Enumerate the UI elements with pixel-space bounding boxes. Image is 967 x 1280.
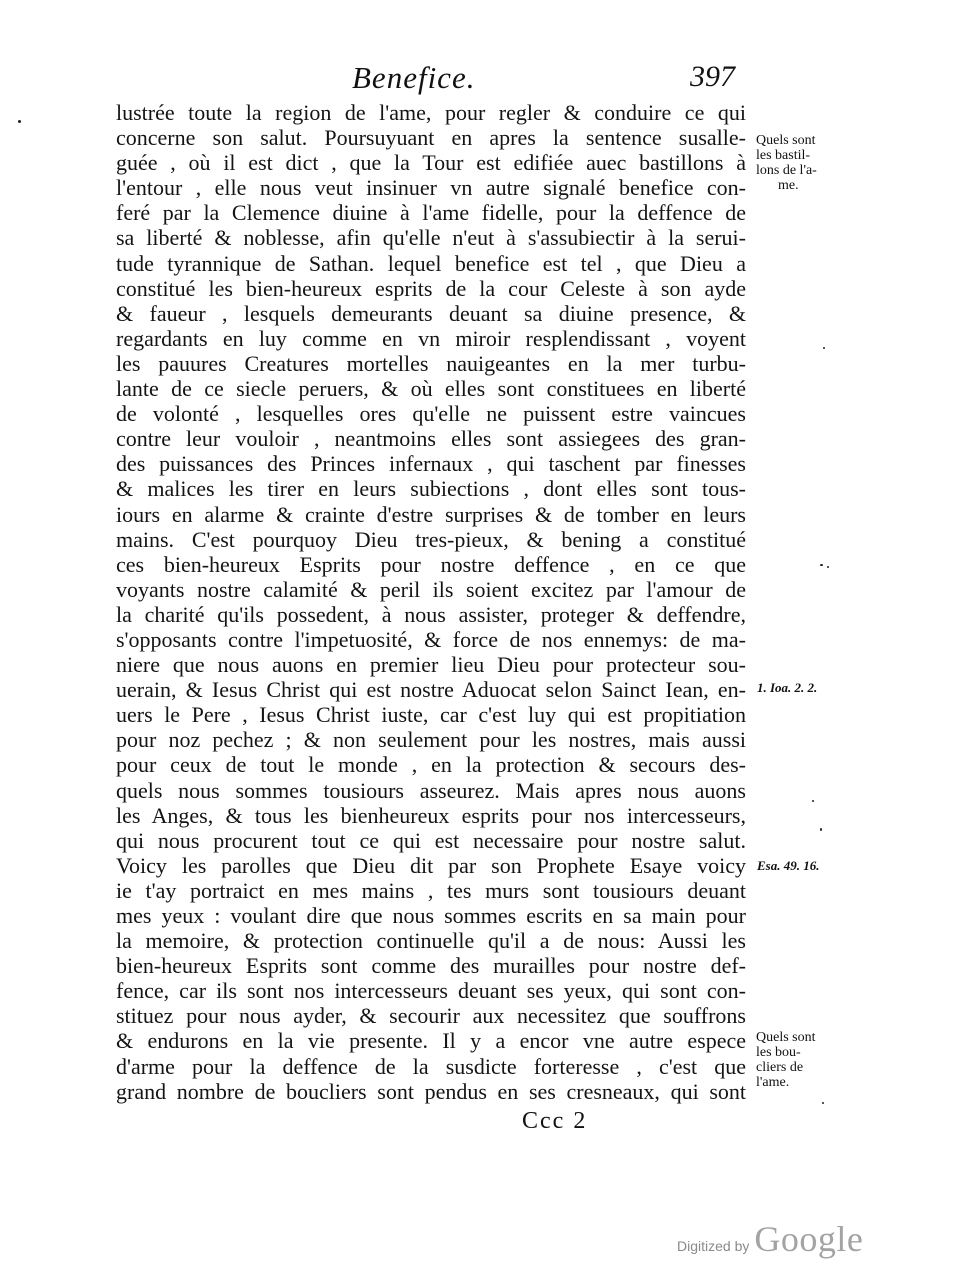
text-line: quels nous sommes tousiours asseurez. Mais apres nous auons: [116, 777, 746, 803]
running-title: Benefice.: [352, 60, 476, 95]
body-text: [116, 100, 746, 1104]
text-line: d'arme pour la deffence de la susdicte forteresse , c'est que: [116, 1053, 746, 1079]
text-line: feré par la Clemence diuine à l'ame fidelle, pour la deffence de: [116, 200, 746, 226]
text-line: fence, car ils sont nos intercesseurs deuant ses yeux, qui sont con-: [116, 978, 746, 1004]
margin-note-line: Quels sont: [756, 133, 816, 148]
text-line: concerne son salut. Poursuyuant en apres la sentence susalle-: [116, 125, 746, 151]
text-line: ces bien-heureux Esprits pour nostre deffence , en ce que: [116, 551, 746, 577]
text-line: lante de ce siecle peruers, & où elles sont constituees en liberté: [116, 376, 746, 402]
text-line: bien-heureux Esprits sont comme des murailles pour nostre def-: [116, 953, 746, 979]
text-line: guée , où il est dict , que la Tour est edifiée auec bastillons à: [116, 150, 746, 176]
text-line: Voicy les parolles que Dieu dit par son Prophete Esaye voicy: [116, 852, 746, 878]
page-number: 397: [690, 60, 735, 93]
margin-note-boucliers: [756, 1030, 840, 1090]
scan-speck: [823, 347, 825, 349]
text-line: mains. C'est pourquoy Dieu tres-pieux, & bening a constitué: [116, 526, 746, 552]
text-line: les Anges, & tous les bienheureux esprits pour nos intercesseurs,: [116, 802, 746, 828]
text-line: ie t'ay portraict en mes mains , tes murs sont tousiours deuant: [116, 877, 746, 903]
text-line: uerain, & Iesus Christ qui est nostre Aduocat selon Sainct Iean, en-: [116, 677, 746, 703]
text-line: de volonté , lesquelles ores qu'elle ne puissent estre vaincues: [116, 401, 746, 427]
text-line: & endurons en la vie presente. Il y a encor vne autre espece: [116, 1028, 746, 1054]
text-line: niere que nous auons en premier lieu Dieu pour protecteur sou-: [116, 652, 746, 678]
text-line: mes yeux : voulant dire que nous sommes escrits en sa main pour: [116, 903, 746, 928]
text-line: les pauures Creatures mortelles nauigeantes en la mer turbu-: [116, 350, 746, 376]
text-line: grand nombre de boucliers sont pendus en ses cresneaux, qui sont: [116, 1078, 746, 1104]
text-line: pour ceux de tout le monde , en la protection & secours des-: [116, 752, 746, 778]
text-line: la memoire, & protection continuelle qu'il a de nous: Aussi les: [116, 928, 746, 954]
text-line: contre leur vouloir , neantmoins elles sont assiegees des gran-: [116, 426, 746, 452]
text-line: constitué les bien-heureux esprits de la cour Celeste à son ayde: [116, 275, 746, 301]
watermark-prefix: Digitized by: [677, 1238, 750, 1254]
text-line: pour noz pechez ; & non seulement pour les nostres, mais aussi: [116, 727, 746, 753]
scan-speck: [822, 1102, 824, 1104]
margin-ref-esaye: Esa. 49. 16.: [757, 858, 820, 873]
margin-note-line: lons de l'a-: [756, 163, 817, 178]
text-line: & malices les tirer en leurs subiections , dont elles sont tous-: [116, 476, 746, 502]
scan-speck: [812, 800, 814, 802]
text-line: l'entour , elle nous veut insinuer vn autre signalé benefice con-: [116, 175, 746, 201]
text-line: qui nous procurent tout ce qui est necessaire pour nostre salut.: [116, 827, 746, 853]
margin-ref-iean: 1. Ioa. 2. 2.: [757, 680, 818, 695]
scan-speck: [820, 564, 823, 566]
text-line: tude tyrannique de Sathan. lequel benefice est tel , que Dieu a: [116, 250, 746, 276]
signature-mark: Ccc 2: [522, 1108, 588, 1134]
margin-note-line: les bou-: [756, 1045, 801, 1060]
margin-note-line: me.: [778, 178, 799, 193]
scan-speck: [18, 120, 21, 123]
scan-speck: [820, 828, 822, 831]
text-line: iours en alarme & crainte d'estre surprises & de tomber en leurs: [116, 501, 746, 527]
text-line: la charité qu'ils possedent, à nous assister, proteger & deffendre,: [116, 601, 746, 627]
margin-note-line: l'ame.: [756, 1075, 790, 1090]
scan-speck: [827, 566, 829, 568]
text-line: regardants en luy comme en vn miroir resplendissant , voyent: [116, 325, 746, 351]
text-line: sa liberté & noblesse, afin qu'elle n'eut à s'assubiectir à la serui-: [116, 225, 746, 251]
text-line: stituez pour nous ayder, & secourir aux necessitez que souffrons: [116, 1003, 746, 1029]
google-logo-text: Google: [754, 1219, 864, 1259]
margin-note-line: cliers de: [756, 1060, 804, 1075]
margin-note-line: les bastil-: [756, 148, 811, 163]
text-line: & faueur , lesquels demeurants deuant sa diuine presence, &: [116, 300, 746, 326]
margin-note-bastillons: [756, 133, 840, 193]
text-line: des puissances des Princes infernaux , qui taschent par finesses: [116, 451, 746, 477]
margin-note-line: Quels sont: [756, 1030, 816, 1045]
text-line: uers le Pere , Iesus Christ iuste, car c'est luy qui est propitiation: [116, 702, 746, 728]
text-line: s'opposants contre l'impetuosité, & force de nos ennemys: de ma-: [116, 626, 746, 652]
text-line: lustrée toute la region de l'ame, pour regler & conduire ce qui: [116, 100, 746, 125]
google-watermark: [677, 1218, 863, 1258]
text-line: voyants nostre calamité & peril ils soient excitez par l'amour de: [116, 576, 746, 602]
